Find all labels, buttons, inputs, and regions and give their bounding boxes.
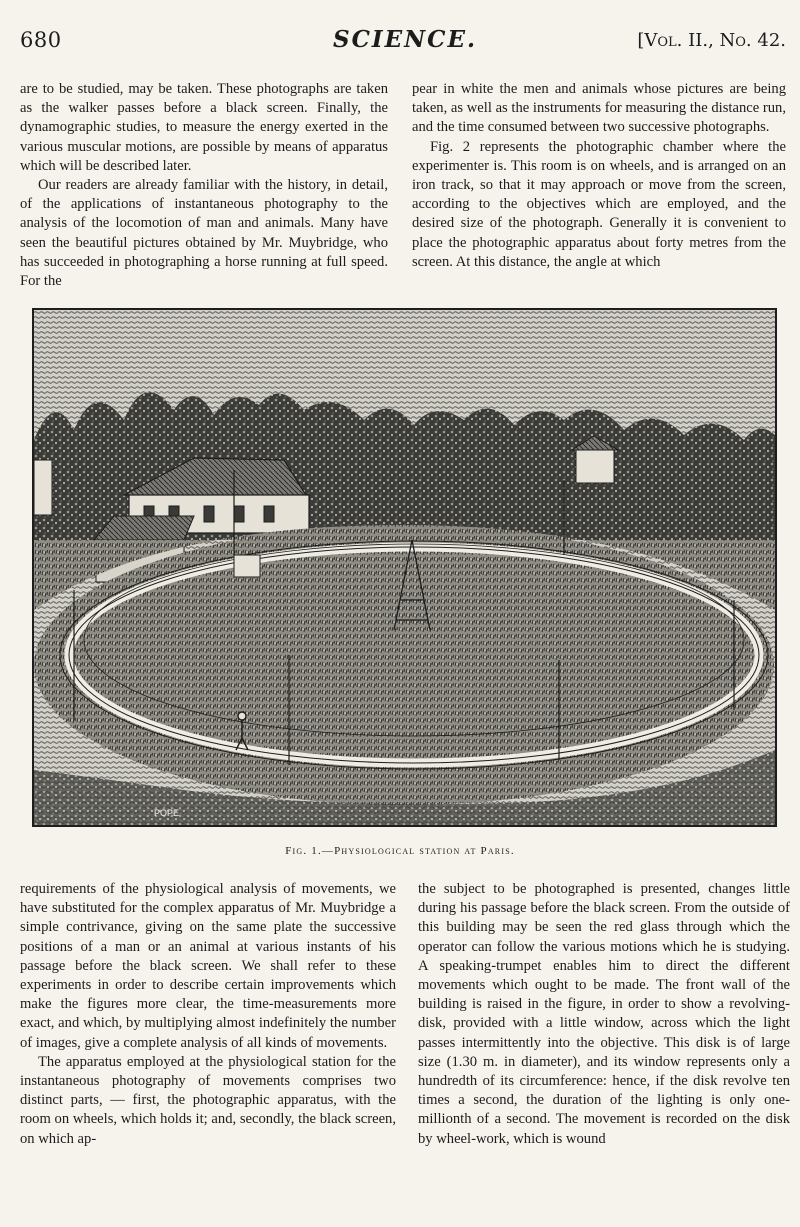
paragraph: The apparatus employed at the physiological station for the instantaneous photography of movements comprises two distinct parts, — first, the photographic apparatus, with the room on wheels, which holds it; and, secondly, the black screen, on which ap- [20,1053,396,1147]
paragraph: Fig. 2 represents the photographic chamber where the experimenter is. This room is on wheels, and is arranged on an iron track, so that it may approach or move from the screen, according to the objectives which are employed, and the desired size of the photograph. Generally it is convenient to place the photographic apparatus about forty metres from the screen. At this distance, the angle at which [412,138,786,270]
engraving-physiological-station [32,308,777,827]
paragraph: pear in white the men and animals whose pictures are being taken, as well as the instruments for measuring the distance run, and the time consumed between two successive photographs. [412,81,786,136]
paragraph: the subject to be photographed is presented, changes little during his passage before the black screen. From the outside of this building may be seen the red glass through which the operator can follow the various motions which he is studying. A speaking-trumpet enables him to direct the different movements which ought to be made. The front wall of the building is raised in the figure, in order to show a revolving-disk, provided with a little window, across which the light passes intermittently into the objective. This disk is of large size (1.30 m. in diameter), and its window represents only a hundredth of its circumference: hence, if the disk revolve ten times a second, the duration of the lighting is only one-millionth of a second. The movement is recorded on the disk by wheel-work, which is wound [418,881,790,1147]
volume-number: [Vol. II., No. 42. [637,30,786,51]
column-top-left [20,80,388,291]
engraving-illustration [34,310,775,825]
paragraph: Our readers are already familiar with the history, in detail, of the applications of instantaneous photography to the analysis of the locomotion of man and animals. Many have seen the beautiful pictures obtained by Mr. Muybridge, who has succeeded in photographing a horse running at full speed. For the [20,177,388,290]
page-number: 680 [20,28,62,52]
engraver-signature: POPE [154,808,180,818]
column-bottom-left [20,880,396,1149]
figure-caption: Fig. 1.—Physiological station at Paris. [285,845,515,857]
page-header [20,26,790,56]
column-top-right [412,80,786,272]
paragraph: requirements of the physiological analysis of movements, we have substituted for the complex apparatus of Mr. Muybridge a simple contrivance, giving on the same plate the successive positions of a man or an animal at various instants of his passage before the black screen. We shall refer to these experiments in order to describe certain improvements which make the figures more clear, the time-measurements more exact, and which, by multiplying almost indefinitely the number of images, give a complete analysis of all kinds of movements. [20,881,396,1051]
paragraph: are to be studied, may be taken. These photographs are taken as the walker passes before a black screen. Finally, the dynamographic studies, to measure the energy exerted in the various muscular motions, are possible by means of apparatus which will be described later. [20,81,388,174]
column-bottom-right [418,880,790,1149]
journal-title: SCIENCE. [332,26,478,53]
